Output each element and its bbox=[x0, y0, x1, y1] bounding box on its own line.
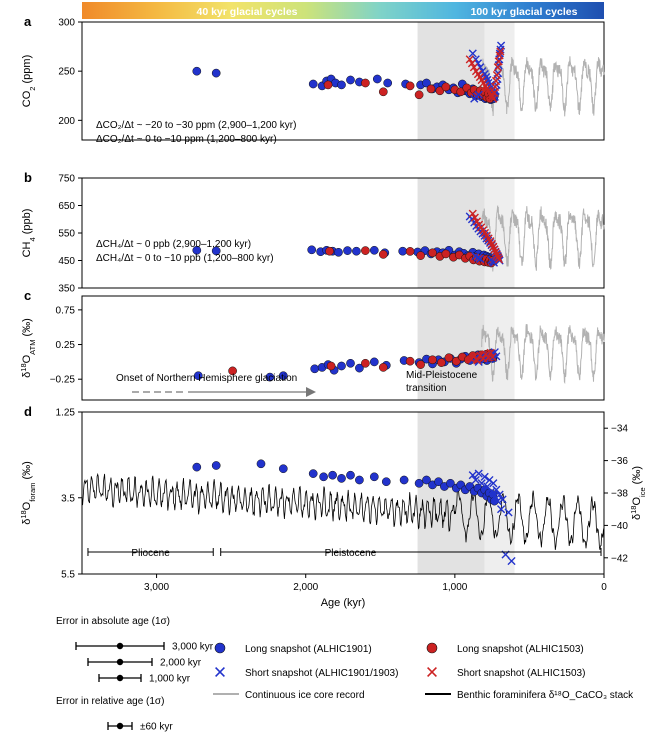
datapoint-circle-c-0-7 bbox=[337, 362, 345, 370]
mpt-label-line2: transition bbox=[406, 383, 447, 394]
datapoint-circle-b-1-1 bbox=[361, 247, 369, 255]
datapoint-circle-c-0-3 bbox=[311, 365, 319, 373]
ytick-right-label-1: −36 bbox=[611, 456, 628, 468]
legend-label-3: Short snapshot (ALHIC1503) bbox=[457, 668, 586, 679]
datapoint-circle-d-1-11 bbox=[382, 478, 390, 486]
datapoint-circle-d-1-5 bbox=[320, 473, 328, 481]
error-bar-3000-center-dot bbox=[117, 643, 123, 649]
datapoint-circle-b-1-2 bbox=[379, 250, 387, 258]
xtick-label-0: 3,000 bbox=[144, 582, 170, 593]
epoch-label-pleistocene: Pleistocene bbox=[324, 548, 377, 559]
colorbar-left-label: 40 kyr glacial cycles bbox=[196, 6, 298, 18]
datapoint-circle-d-1-13 bbox=[415, 479, 423, 487]
panel-letter-c: c bbox=[24, 288, 32, 303]
ytick-label-b-3: 650 bbox=[58, 201, 75, 212]
datapoint-circle-b-1-5 bbox=[428, 249, 436, 257]
datapoint-circle-b-0-9 bbox=[370, 246, 378, 254]
ylabel-co2: $CO_2$ (ppm) bbox=[21, 54, 37, 108]
datapoint-circle-c-1-5 bbox=[417, 361, 425, 369]
annot-a-1: ΔCO₂/Δt ~ −20 to −30 ppm (2,900–1,200 kyr) bbox=[96, 120, 297, 131]
datapoint-circle-d-1-4 bbox=[309, 470, 317, 478]
ytick-right-label-0: −34 bbox=[611, 423, 628, 435]
ytick-label-d-1: 3.5 bbox=[61, 493, 75, 505]
datapoint-circle-a-0-0 bbox=[193, 67, 201, 75]
datapoint-circle-a-0-2 bbox=[309, 80, 317, 88]
panel-letter-d: d bbox=[24, 404, 32, 419]
datapoint-circle-b-1-7 bbox=[442, 250, 450, 258]
onset-arrow-head bbox=[306, 387, 316, 397]
error-bar-2000-label: 2,000 kyr bbox=[160, 657, 202, 669]
legend-marker-0 bbox=[215, 643, 225, 653]
datapoint-circle-a-1-3 bbox=[406, 82, 414, 90]
legend-label-4: Continuous ice core record bbox=[245, 690, 365, 701]
datapoint-circle-d-1-8 bbox=[346, 471, 354, 479]
datapoint-circle-d-1-3 bbox=[279, 465, 287, 473]
annot-b-1: ΔCH₄/Δt ~ 0 ppb (2,900–1,200 kyr) bbox=[96, 239, 252, 250]
legend-label-5: Benthic foraminifera δ¹⁸O_CaCO₃ stack bbox=[457, 690, 634, 701]
ylabel-d18oforam: $\delta^{18}O_{foram}$ (‰) bbox=[18, 461, 37, 525]
error-bar-1000-center-dot bbox=[117, 675, 123, 681]
epoch-label-pliocene: Pliocene bbox=[131, 548, 170, 559]
datapoint-circle-c-0-10 bbox=[370, 358, 378, 366]
ylabel-d18oice: $\delta^{18}O_{ice}$ (‰) bbox=[628, 465, 647, 521]
datapoint-circle-a-0-11 bbox=[384, 79, 392, 87]
ytick-label-c-1: 0.25 bbox=[55, 340, 75, 352]
datapoint-circle-a-1-1 bbox=[361, 79, 369, 87]
panel-letter-a: a bbox=[24, 14, 32, 29]
datapoint-circle-c-1-2 bbox=[361, 359, 369, 367]
colorbar-right-label: 100 kyr glacial cycles bbox=[470, 6, 578, 18]
ytick-label-d-0: 1.25 bbox=[55, 407, 75, 419]
datapoint-circle-c-1-8 bbox=[445, 354, 453, 362]
annot-onset: Onset of Northern Hemisphere glaciation bbox=[116, 373, 298, 384]
annot-a-2: ΔCO₂/Δt ~ 0 to −10 ppm (1,200–800 kyr) bbox=[96, 134, 277, 145]
mpt-shade-b bbox=[418, 178, 485, 288]
datapoint-circle-a-0-8 bbox=[346, 76, 354, 84]
error-bar-relative-center-dot bbox=[117, 723, 123, 729]
annot-b-2: ΔCH₄/Δt ~ 0 to −10 ppb (1,200–800 kyr) bbox=[96, 253, 274, 264]
ytick-label-c-2: 0.75 bbox=[55, 305, 75, 317]
ytick-right-label-2: −38 bbox=[611, 488, 628, 500]
legend-marker-1 bbox=[427, 643, 437, 653]
datapoint-circle-d-1-7 bbox=[337, 474, 345, 482]
legend-label-1: Long snapshot (ALHIC1503) bbox=[457, 644, 584, 655]
error-absolute-title: Error in absolute age (1σ) bbox=[56, 616, 171, 627]
datapoint-circle-b-0-8 bbox=[352, 247, 360, 255]
datapoint-circle-b-1-3 bbox=[406, 247, 414, 255]
datapoint-circle-c-1-1 bbox=[327, 362, 335, 370]
legend-marker-2 bbox=[216, 668, 225, 677]
datapoint-circle-b-0-11 bbox=[399, 247, 407, 255]
datapoint-circle-a-1-0 bbox=[324, 81, 332, 89]
legend-marker-3 bbox=[428, 668, 437, 677]
datapoint-circle-c-1-7 bbox=[437, 359, 445, 367]
xtick-label-3: 0 bbox=[601, 582, 607, 593]
error-bar-1000-label: 1,000 kyr bbox=[149, 673, 191, 685]
x-axis-title: Age (kyr) bbox=[320, 597, 366, 609]
datapoint-circle-d-1-2 bbox=[257, 460, 265, 468]
ytick-label-d-2: 5.5 bbox=[61, 569, 75, 581]
mpt-label-line1: Mid-Pleistocene bbox=[406, 370, 478, 381]
ylabel-ch4: $CH_4$ (ppb) bbox=[21, 208, 37, 258]
datapoint-circle-d-1-10 bbox=[370, 473, 378, 481]
legend-label-0: Long snapshot (ALHIC1901) bbox=[245, 644, 372, 655]
ytick-right-label-4: −42 bbox=[611, 553, 628, 565]
benthic-stack-line bbox=[82, 474, 604, 550]
datapoint-circle-d-1-9 bbox=[355, 476, 363, 484]
datapoint-circle-a-1-4 bbox=[415, 91, 423, 99]
datapoint-circle-d-1-0 bbox=[193, 463, 201, 471]
ytick-label-a-0: 200 bbox=[58, 115, 75, 127]
error-relative-title: Error in relative age (1σ) bbox=[56, 696, 165, 707]
datapoint-circle-b-0-7 bbox=[343, 247, 351, 255]
ytick-label-b-4: 750 bbox=[58, 173, 75, 185]
error-bar-2000-center-dot bbox=[117, 659, 123, 665]
datapoint-circle-a-0-7 bbox=[337, 81, 345, 89]
ytick-label-b-0: 350 bbox=[58, 283, 75, 295]
error-bar-3000-label: 3,000 kyr bbox=[172, 641, 214, 653]
datapoint-circle-d-1-1 bbox=[212, 461, 220, 469]
panel-letter-b: b bbox=[24, 170, 32, 185]
xtick-label-1: 2,000 bbox=[293, 582, 319, 593]
xtick-label-2: 1,000 bbox=[442, 582, 468, 593]
datapoint-circle-a-1-2 bbox=[379, 88, 387, 96]
datapoint-circle-b-1-4 bbox=[417, 252, 425, 260]
datapoint-circle-c-1-3 bbox=[379, 363, 387, 371]
datapoint-circle-d-1-6 bbox=[329, 471, 337, 479]
datapoint-circle-a-0-1 bbox=[212, 69, 220, 77]
datapoint-circle-c-0-8 bbox=[346, 359, 354, 367]
datapoint-circle-c-1-4 bbox=[406, 357, 414, 365]
datapoint-circle-b-1-0 bbox=[326, 247, 334, 255]
datapoint-circle-d-1-12 bbox=[400, 476, 408, 484]
ytick-label-a-2: 300 bbox=[58, 17, 75, 29]
datapoint-circle-a-0-10 bbox=[373, 75, 381, 83]
legend-label-2: Short snapshot (ALHIC1901/1903) bbox=[245, 668, 399, 679]
datapoint-circle-c-1-6 bbox=[428, 356, 436, 364]
error-bar-relative-label: ±60 kyr bbox=[140, 721, 173, 733]
ytick-label-c-0: −0.25 bbox=[49, 374, 75, 386]
panel-frame-b bbox=[82, 178, 604, 288]
panel-frame-c bbox=[82, 296, 604, 400]
ytick-label-b-1: 450 bbox=[58, 256, 75, 267]
ytick-label-a-1: 250 bbox=[58, 66, 75, 78]
ytick-label-b-2: 550 bbox=[58, 228, 75, 240]
datapoint-circle-b-0-2 bbox=[308, 246, 316, 254]
ylabel-d18oatm: $\delta^{18}O_{ATM}$ (‰) bbox=[18, 318, 37, 378]
datapoint-circle-b-0-6 bbox=[334, 248, 342, 256]
ytick-right-label-3: −40 bbox=[611, 520, 628, 532]
datapoint-circle-a-1-5 bbox=[427, 85, 435, 93]
datapoint-circle-a-1-7 bbox=[442, 83, 450, 91]
